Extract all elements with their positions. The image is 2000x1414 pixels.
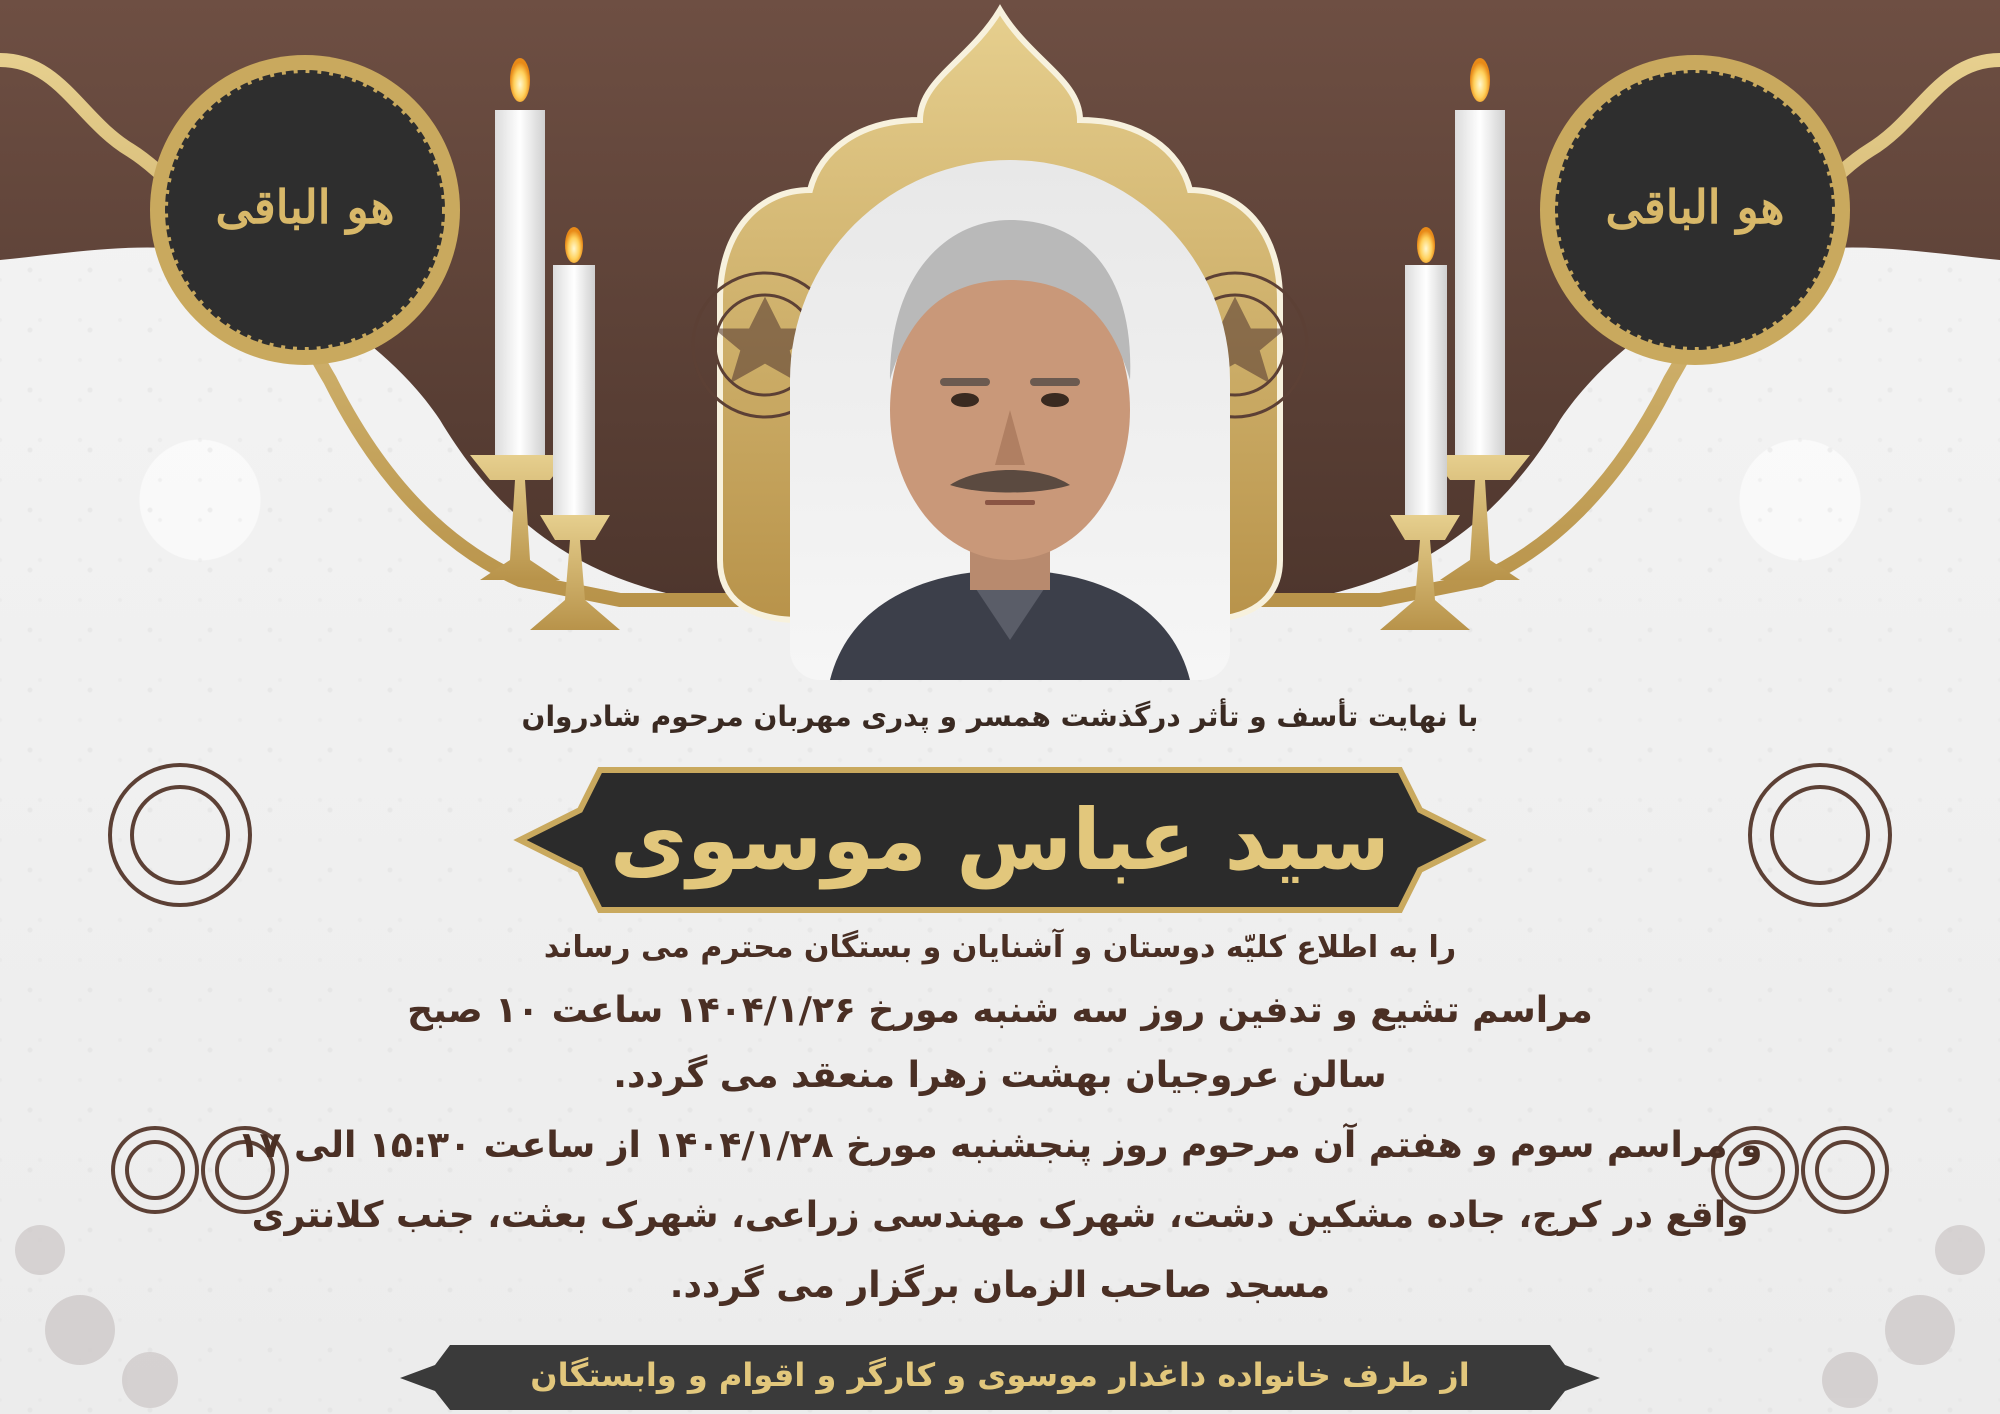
deceased-name: سید عباس موسوی	[610, 791, 1390, 889]
intro-text: با نهایت تأسف و تأثر درگذشت همسر و پدری مهربان مرحوم شادروان	[521, 700, 1479, 733]
footer-box	[390, 1340, 1610, 1410]
announcement-line-3: سالن عروجیان بهشت زهرا منعقد می گردد.	[613, 1055, 1387, 1096]
calligraphy-right: هو الباقی	[1605, 180, 1785, 234]
calligraphy-left: هو الباقی	[215, 180, 395, 234]
announcement-line-5: واقع در کرج، جاده مشکین دشت، شهرک مهندسی زراعی، شهرک بعثت، جنب کلانتری	[251, 1195, 1749, 1236]
announcement-line-4: و مراسم سوم و هفتم آن مرحوم روز پنجشنبه مورخ ۱۴۰۴/۱/۲۸ از ساعت ۱۵:۳۰ الی ۱۷	[237, 1125, 1763, 1166]
announcement-line-1: را به اطلاع کلیّه دوستان و آشنایان و بستگان محترم می رساند	[543, 930, 1457, 965]
deceased-name-box	[540, 760, 1460, 920]
footer-text: از طرف خانواده داغدار موسوی و کارگر و اقوام و وابستگان	[530, 1356, 1470, 1394]
portrait-photo	[790, 160, 1230, 680]
announcement-line-2: مراسم تشیع و تدفین روز سه شنبه مورخ ۱۴۰۴/۱/۲۶ ساعت ۱۰ صبح	[407, 990, 1593, 1031]
announcement-line-6: مسجد صاحب الزمان برگزار می گردد.	[669, 1265, 1331, 1306]
